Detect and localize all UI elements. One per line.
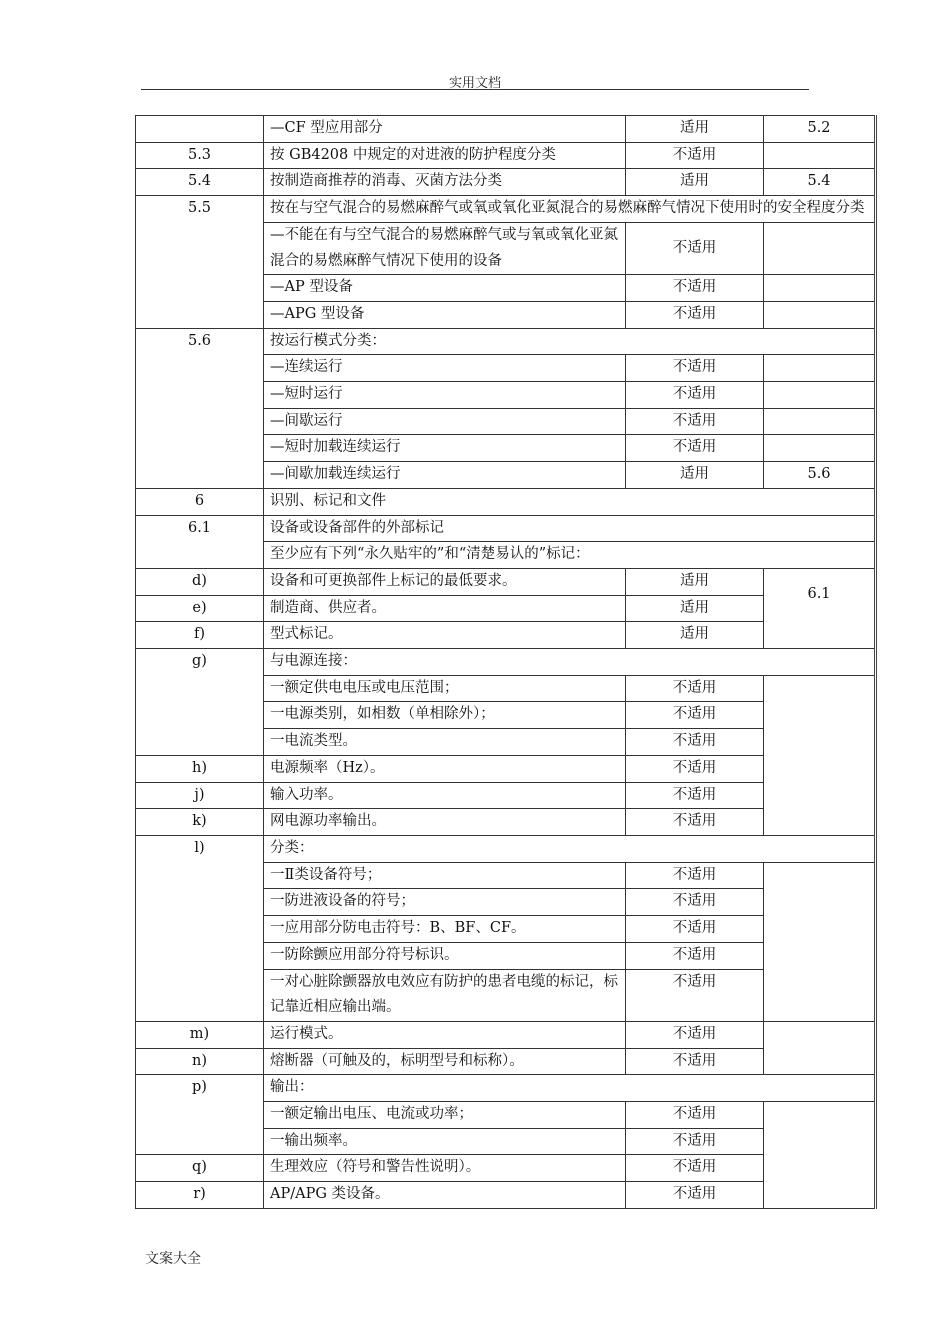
- clause-cell: e): [136, 595, 264, 622]
- result-cell: 不适用: [626, 382, 764, 409]
- result-cell: 不适用: [626, 889, 764, 916]
- result-cell: 不适用: [626, 969, 764, 1021]
- reference-cell: [764, 222, 876, 274]
- result-cell: 不适用: [626, 1155, 764, 1182]
- table-row: [136, 488, 876, 515]
- result-cell: 不适用: [626, 729, 764, 756]
- table-row: [136, 649, 876, 676]
- clause-cell: 5.6: [136, 328, 264, 488]
- requirement-cell: 一防进液设备的符号；: [264, 889, 626, 916]
- table-row: [136, 568, 876, 595]
- section-heading-cell: 至少应有下列“永久贴牢的”和“清楚易认的”标记：: [264, 542, 876, 569]
- reference-cell: 6.1: [764, 568, 876, 648]
- clause-cell: p): [136, 1075, 264, 1155]
- result-cell: 不适用: [626, 782, 764, 809]
- reference-cell: [764, 862, 876, 1021]
- result-cell: 适用: [626, 116, 764, 143]
- table-row: [136, 196, 876, 223]
- requirement-cell: 熔断器（可触及的，标明型号和标称）。: [264, 1048, 626, 1075]
- requirement-cell: 一防除颤应用部分符号标识。: [264, 942, 626, 969]
- requirement-cell: 生理效应（符号和警告性说明）。: [264, 1155, 626, 1182]
- table-row: [136, 116, 876, 143]
- requirement-cell: —APG 型设备: [264, 301, 626, 328]
- section-heading-cell: 与电源连接：: [264, 649, 876, 676]
- table-row: [136, 1021, 876, 1048]
- reference-cell: [764, 301, 876, 328]
- requirement-cell: 一对心脏除颤器放电效应有防护的患者电缆的标记，标记靠近相应输出端。: [264, 969, 626, 1021]
- reference-cell: [764, 1102, 876, 1209]
- result-cell: 不适用: [626, 702, 764, 729]
- page-header-title: 实用文档: [448, 76, 501, 91]
- result-cell: 不适用: [626, 916, 764, 943]
- section-heading-cell: 识别、标记和文件: [264, 488, 876, 515]
- classification-table: [135, 115, 877, 1209]
- requirement-cell: —AP 型设备: [264, 275, 626, 302]
- requirement-cell: 设备和可更换部件上标记的最低要求。: [264, 568, 626, 595]
- clause-cell: k): [136, 809, 264, 836]
- result-cell: 不适用: [626, 1048, 764, 1075]
- reference-cell: 5.6: [764, 462, 876, 489]
- result-cell: 适用: [626, 622, 764, 649]
- requirement-cell: 按制造商推荐的消毒、灭菌方法分类: [264, 169, 626, 196]
- requirement-cell: 制造商、供应者。: [264, 595, 626, 622]
- result-cell: 适用: [626, 568, 764, 595]
- requirement-cell: 一额定供电电压或电压范围；: [264, 675, 626, 702]
- clause-cell: q): [136, 1155, 264, 1182]
- clause-cell: j): [136, 782, 264, 809]
- result-cell: 不适用: [626, 809, 764, 836]
- requirement-cell: 电源频率（Hz）。: [264, 755, 626, 782]
- requirement-cell: 一额定输出电压、电流或功率；: [264, 1102, 626, 1129]
- result-cell: 不适用: [626, 222, 764, 274]
- requirement-cell: 按 GB4208 中规定的对进液的防护程度分类: [264, 142, 626, 169]
- result-cell: 不适用: [626, 142, 764, 169]
- result-cell: 适用: [626, 595, 764, 622]
- table-row: [136, 1075, 876, 1102]
- result-cell: 适用: [626, 169, 764, 196]
- table-row: [136, 515, 876, 542]
- clause-cell: r): [136, 1182, 264, 1209]
- reference-cell: [764, 382, 876, 409]
- section-heading-cell: 按运行模式分类：: [264, 328, 876, 355]
- table-row: [136, 328, 876, 355]
- requirement-cell: 运行模式。: [264, 1021, 626, 1048]
- clause-cell: d): [136, 568, 264, 595]
- clause-cell: 5.4: [136, 169, 264, 196]
- requirement-cell: AP/APG 类设备。: [264, 1182, 626, 1209]
- result-cell: 不适用: [626, 408, 764, 435]
- requirement-cell: —短时运行: [264, 382, 626, 409]
- clause-cell: 5.5: [136, 196, 264, 329]
- requirement-cell: —不能在有与空气混合的易燃麻醉气或与氧或氧化亚氮混合的易燃麻醉气情况下使用的设备: [264, 222, 626, 274]
- reference-cell: [764, 675, 876, 835]
- reference-cell: [764, 355, 876, 382]
- requirement-cell: 输入功率。: [264, 782, 626, 809]
- requirement-cell: 一应用部分防电击符号：B、BF、CF。: [264, 916, 626, 943]
- reference-cell: 5.4: [764, 169, 876, 196]
- clause-cell: 6.1: [136, 515, 264, 568]
- result-cell: 不适用: [626, 862, 764, 889]
- result-cell: 不适用: [626, 1182, 764, 1209]
- result-cell: 不适用: [626, 435, 764, 462]
- result-cell: 不适用: [626, 355, 764, 382]
- reference-cell: [764, 275, 876, 302]
- requirement-cell: —短时加载连续运行: [264, 435, 626, 462]
- result-cell: 不适用: [626, 675, 764, 702]
- clause-cell: g): [136, 649, 264, 756]
- clause-cell: [136, 116, 264, 143]
- result-cell: 不适用: [626, 942, 764, 969]
- header-divider: [141, 89, 809, 90]
- requirement-cell: 一电源类别，如相数（单相除外）；: [264, 702, 626, 729]
- reference-cell: 5.2: [764, 116, 876, 143]
- table-row: [136, 169, 876, 196]
- reference-cell: [764, 408, 876, 435]
- section-heading-cell: 输出：: [264, 1075, 876, 1102]
- clause-cell: h): [136, 755, 264, 782]
- requirement-cell: —间歇加载连续运行: [264, 462, 626, 489]
- clause-cell: 5.3: [136, 142, 264, 169]
- section-heading-cell: 设备或设备部件的外部标记: [264, 515, 876, 542]
- result-cell: 不适用: [626, 755, 764, 782]
- requirement-cell: 一输出频率。: [264, 1128, 626, 1155]
- reference-cell: [764, 1021, 876, 1074]
- result-cell: 不适用: [626, 301, 764, 328]
- requirement-cell: —CF 型应用部分: [264, 116, 626, 143]
- result-cell: 不适用: [626, 1128, 764, 1155]
- clause-cell: m): [136, 1021, 264, 1048]
- section-heading-cell: 按在与空气混合的易燃麻醉气或氧或氧化亚氮混合的易燃麻醉气情况下使用时的安全程度分类: [264, 196, 876, 223]
- result-cell: 不适用: [626, 275, 764, 302]
- requirement-cell: 一电流类型。: [264, 729, 626, 756]
- requirement-cell: 一Ⅱ类设备符号；: [264, 862, 626, 889]
- result-cell: 适用: [626, 462, 764, 489]
- page-footer-text: 文案大全: [145, 1251, 201, 1267]
- table-row: [136, 142, 876, 169]
- clause-cell: l): [136, 835, 264, 1021]
- clause-cell: 6: [136, 488, 264, 515]
- clause-cell: f): [136, 622, 264, 649]
- requirement-cell: —间歇运行: [264, 408, 626, 435]
- reference-cell: [764, 142, 876, 169]
- result-cell: 不适用: [626, 1021, 764, 1048]
- section-heading-cell: 分类：: [264, 835, 876, 862]
- requirement-cell: 网电源功率输出。: [264, 809, 626, 836]
- clause-cell: n): [136, 1048, 264, 1075]
- result-cell: 不适用: [626, 1102, 764, 1129]
- requirement-cell: —连续运行: [264, 355, 626, 382]
- requirement-cell: 型式标记。: [264, 622, 626, 649]
- reference-cell: [764, 435, 876, 462]
- table-row: [136, 835, 876, 862]
